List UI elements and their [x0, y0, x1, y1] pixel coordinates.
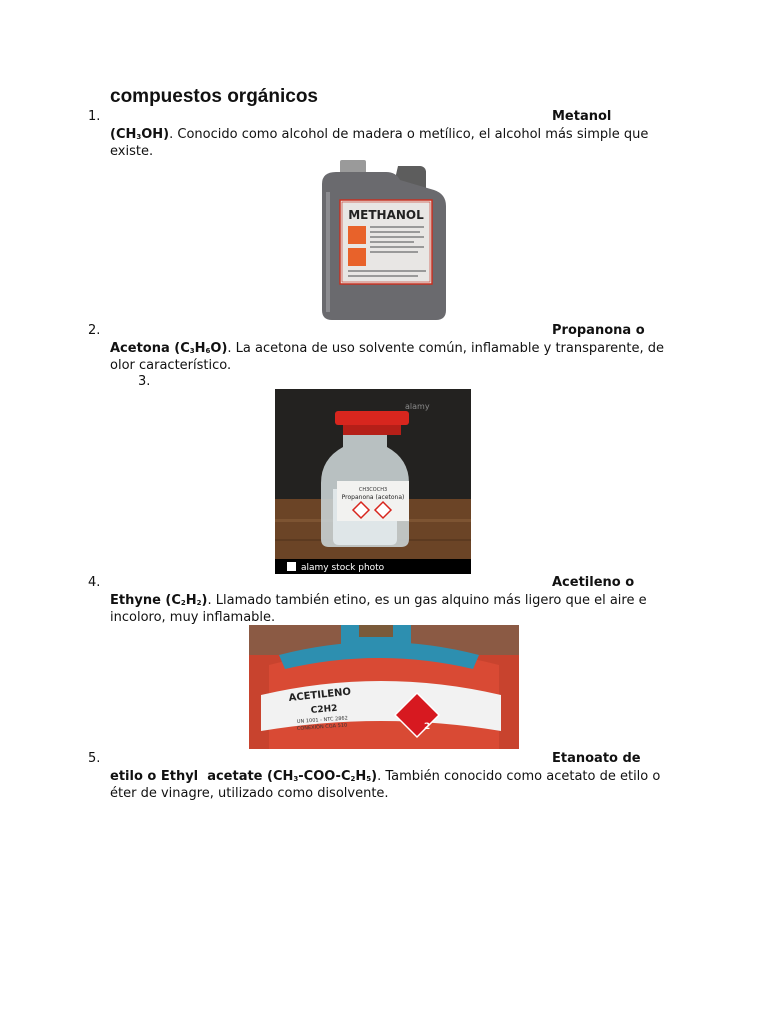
- item-body-1: . Conocido como alcohol de madera o metílico, el alcohol más simple que existe.: [110, 127, 649, 159]
- page-title: compuestos orgánicos: [110, 86, 318, 107]
- acetylene-label-text: ACETILENO: [288, 686, 352, 704]
- item-paragraph-5: [110, 768, 670, 802]
- item-body-5: . También conocido como acetato de etilo o éter de vinagre, utilizado como disolvente.: [110, 769, 661, 801]
- item-heading-1: Metanol: [552, 109, 612, 124]
- item-heading-4: Acetileno o: [552, 575, 635, 590]
- item-number-1: 1.: [88, 109, 101, 124]
- acetone-bottle-image: [275, 389, 471, 574]
- item-number-5: 5.: [88, 751, 101, 766]
- item-heading-2: Propanona o: [552, 323, 645, 338]
- item-bold-2: Acetona $(C_3H_6O)$: [110, 341, 228, 356]
- acetylene-un-text: UN 1001 - NTC 2862: [296, 715, 349, 725]
- item-subnumber-3: 3.: [138, 374, 151, 389]
- item-bold-5: etilo o Ethyl acetate $(CH_3-COO-C_2H_5)$: [110, 769, 378, 784]
- item-body-4: . Llamado también etino, es un gas alquino más ligero que el aire e incoloro, muy inflamable.: [110, 593, 647, 625]
- item-paragraph-1: [110, 126, 670, 160]
- acetylene-conexion-text: CONEXIÓN CGA 510: [296, 722, 348, 732]
- item-heading-5: Etanoato de: [552, 751, 641, 766]
- watermark-text: alamy: [405, 402, 430, 411]
- item-paragraph-4: [110, 592, 670, 626]
- acetone-formula-text: CH3COCH3: [358, 487, 388, 493]
- item-paragraph-2: [110, 340, 670, 374]
- item-bold-1: $(CH_3OH)$: [110, 127, 170, 142]
- item-bold-4: Ethyne $(C_2H_2)$: [110, 593, 208, 608]
- acetylene-formula-text: C2H2: [310, 703, 338, 716]
- hazard-class-text: 2: [424, 722, 431, 732]
- item-body-2: . La acetona de uso solvente común, inflamable y transparente, de olor característico.: [110, 341, 664, 373]
- item-number-4: 4.: [88, 575, 101, 590]
- acetylene-cylinder-image: [249, 625, 519, 749]
- methanol-jug-image: [300, 158, 468, 326]
- item-number-2: 2.: [88, 323, 101, 338]
- methanol-label-text: METHANOL: [348, 208, 424, 222]
- photo-credit-text: alamy stock photo: [301, 563, 385, 573]
- acetone-name-text: Propanona (acetona): [341, 494, 405, 501]
